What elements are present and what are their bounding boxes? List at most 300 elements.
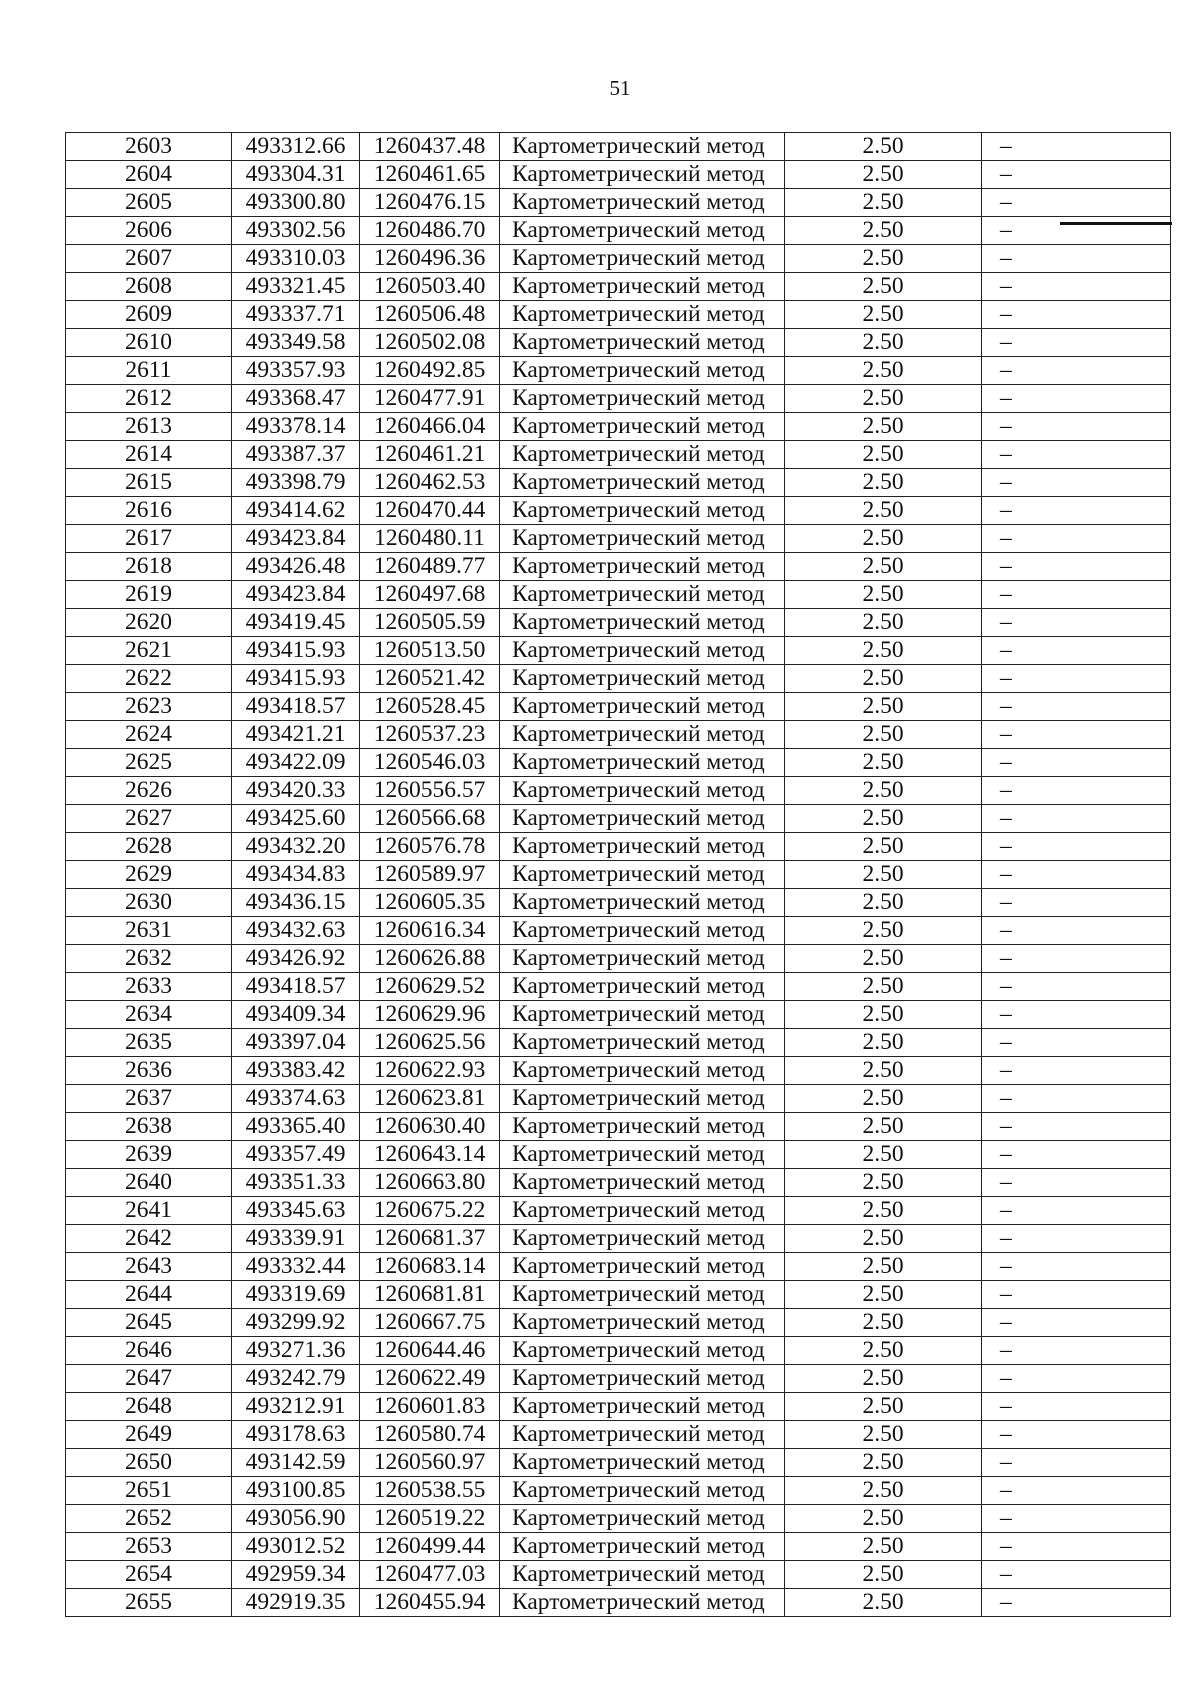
y-coordinate-cell: 1260560.97 <box>360 1449 500 1477</box>
y-coordinate-cell: 1260683.14 <box>360 1253 500 1281</box>
x-coordinate-cell: 493339.91 <box>232 1225 360 1253</box>
y-coordinate-cell: 1260496.36 <box>360 245 500 273</box>
note-cell: – <box>982 1365 1171 1393</box>
note-cell: – <box>982 1057 1171 1085</box>
method-cell: Картометрический метод <box>500 1309 785 1337</box>
table-row <box>66 1505 1171 1533</box>
table-row <box>66 581 1171 609</box>
y-coordinate-cell: 1260566.68 <box>360 805 500 833</box>
accuracy-cell: 2.50 <box>785 189 982 217</box>
x-coordinate-cell: 493423.84 <box>232 525 360 553</box>
point-number-cell: 2650 <box>66 1449 232 1477</box>
method-cell: Картометрический метод <box>500 189 785 217</box>
x-coordinate-cell: 493349.58 <box>232 329 360 357</box>
table-row <box>66 889 1171 917</box>
y-coordinate-cell: 1260630.40 <box>360 1113 500 1141</box>
accuracy-cell: 2.50 <box>785 1141 982 1169</box>
table-row <box>66 441 1171 469</box>
point-number-cell: 2631 <box>66 917 232 945</box>
point-number-cell: 2614 <box>66 441 232 469</box>
accuracy-cell: 2.50 <box>785 329 982 357</box>
note-cell: – <box>982 1281 1171 1309</box>
point-number-cell: 2611 <box>66 357 232 385</box>
x-coordinate-cell: 493383.42 <box>232 1057 360 1085</box>
table-row <box>66 1421 1171 1449</box>
point-number-cell: 2605 <box>66 189 232 217</box>
accuracy-cell: 2.50 <box>785 133 982 161</box>
note-cell: – <box>982 749 1171 777</box>
method-cell: Картометрический метод <box>500 329 785 357</box>
method-cell: Картометрический метод <box>500 1141 785 1169</box>
x-coordinate-cell: 493365.40 <box>232 1113 360 1141</box>
point-number-cell: 2653 <box>66 1533 232 1561</box>
note-cell: – <box>982 917 1171 945</box>
note-cell: – <box>982 1197 1171 1225</box>
point-number-cell: 2604 <box>66 161 232 189</box>
x-coordinate-cell: 493418.57 <box>232 693 360 721</box>
y-coordinate-cell: 1260681.81 <box>360 1281 500 1309</box>
accuracy-cell: 2.50 <box>785 469 982 497</box>
accuracy-cell: 2.50 <box>785 1477 982 1505</box>
accuracy-cell: 2.50 <box>785 805 982 833</box>
point-number-cell: 2628 <box>66 833 232 861</box>
x-coordinate-cell: 493422.09 <box>232 749 360 777</box>
accuracy-cell: 2.50 <box>785 1337 982 1365</box>
point-number-cell: 2654 <box>66 1561 232 1589</box>
x-coordinate-cell: 493178.63 <box>232 1421 360 1449</box>
point-number-cell: 2618 <box>66 553 232 581</box>
note-cell: – <box>982 1253 1171 1281</box>
point-number-cell: 2647 <box>66 1365 232 1393</box>
table-row <box>66 609 1171 637</box>
x-coordinate-cell: 493378.14 <box>232 413 360 441</box>
accuracy-cell: 2.50 <box>785 1561 982 1589</box>
note-cell: – <box>982 1029 1171 1057</box>
table-row <box>66 693 1171 721</box>
y-coordinate-cell: 1260455.94 <box>360 1589 500 1617</box>
method-cell: Картометрический метод <box>500 1225 785 1253</box>
note-cell: – <box>982 1337 1171 1365</box>
y-coordinate-cell: 1260521.42 <box>360 665 500 693</box>
method-cell: Картометрический метод <box>500 1085 785 1113</box>
table-row <box>66 273 1171 301</box>
table-row <box>66 413 1171 441</box>
y-coordinate-cell: 1260499.44 <box>360 1533 500 1561</box>
note-cell: – <box>982 861 1171 889</box>
note-cell: – <box>982 777 1171 805</box>
method-cell: Картометрический метод <box>500 357 785 385</box>
y-coordinate-cell: 1260622.49 <box>360 1365 500 1393</box>
table-row <box>66 1533 1171 1561</box>
point-number-cell: 2613 <box>66 413 232 441</box>
x-coordinate-cell: 493357.93 <box>232 357 360 385</box>
point-number-cell: 2640 <box>66 1169 232 1197</box>
table-row <box>66 1477 1171 1505</box>
note-cell: – <box>982 217 1171 245</box>
accuracy-cell: 2.50 <box>785 973 982 1001</box>
method-cell: Картометрический метод <box>500 777 785 805</box>
table-row <box>66 189 1171 217</box>
y-coordinate-cell: 1260663.80 <box>360 1169 500 1197</box>
x-coordinate-cell: 493212.91 <box>232 1393 360 1421</box>
point-number-cell: 2607 <box>66 245 232 273</box>
accuracy-cell: 2.50 <box>785 609 982 637</box>
x-coordinate-cell: 493357.49 <box>232 1141 360 1169</box>
y-coordinate-cell: 1260477.91 <box>360 385 500 413</box>
note-cell: – <box>982 1309 1171 1337</box>
note-cell: – <box>982 1477 1171 1505</box>
accuracy-cell: 2.50 <box>785 1225 982 1253</box>
note-cell: – <box>982 329 1171 357</box>
y-coordinate-cell: 1260601.83 <box>360 1393 500 1421</box>
y-coordinate-cell: 1260625.56 <box>360 1029 500 1057</box>
y-coordinate-cell: 1260576.78 <box>360 833 500 861</box>
method-cell: Картометрический метод <box>500 385 785 413</box>
method-cell: Картометрический метод <box>500 861 785 889</box>
point-number-cell: 2627 <box>66 805 232 833</box>
point-number-cell: 2645 <box>66 1309 232 1337</box>
note-cell: – <box>982 1141 1171 1169</box>
method-cell: Картометрический метод <box>500 973 785 1001</box>
method-cell: Картометрический метод <box>500 665 785 693</box>
x-coordinate-cell: 493321.45 <box>232 273 360 301</box>
method-cell: Картометрический метод <box>500 413 785 441</box>
method-cell: Картометрический метод <box>500 441 785 469</box>
accuracy-cell: 2.50 <box>785 1029 982 1057</box>
x-coordinate-cell: 493142.59 <box>232 1449 360 1477</box>
y-coordinate-cell: 1260480.11 <box>360 525 500 553</box>
x-coordinate-cell: 493310.03 <box>232 245 360 273</box>
note-cell: – <box>982 189 1171 217</box>
note-cell: – <box>982 357 1171 385</box>
accuracy-cell: 2.50 <box>785 301 982 329</box>
accuracy-cell: 2.50 <box>785 861 982 889</box>
method-cell: Картометрический метод <box>500 133 785 161</box>
accuracy-cell: 2.50 <box>785 1589 982 1617</box>
accuracy-cell: 2.50 <box>785 777 982 805</box>
accuracy-cell: 2.50 <box>785 1393 982 1421</box>
accuracy-cell: 2.50 <box>785 1001 982 1029</box>
method-cell: Картометрический метод <box>500 1393 785 1421</box>
method-cell: Картометрический метод <box>500 1337 785 1365</box>
note-cell: – <box>982 497 1171 525</box>
note-cell: – <box>982 441 1171 469</box>
x-coordinate-cell: 493312.66 <box>232 133 360 161</box>
page-number: 51 <box>609 76 631 100</box>
note-cell: – <box>982 1001 1171 1029</box>
table-row <box>66 1001 1171 1029</box>
method-cell: Картометрический метод <box>500 469 785 497</box>
point-number-cell: 2629 <box>66 861 232 889</box>
table-row <box>66 749 1171 777</box>
table-row <box>66 1281 1171 1309</box>
method-cell: Картометрический метод <box>500 1533 785 1561</box>
point-number-cell: 2619 <box>66 581 232 609</box>
point-number-cell: 2606 <box>66 217 232 245</box>
y-coordinate-cell: 1260644.46 <box>360 1337 500 1365</box>
x-coordinate-cell: 493415.93 <box>232 665 360 693</box>
y-coordinate-cell: 1260626.88 <box>360 945 500 973</box>
x-coordinate-cell: 493418.57 <box>232 973 360 1001</box>
point-number-cell: 2625 <box>66 749 232 777</box>
note-cell: – <box>982 1561 1171 1589</box>
point-number-cell: 2620 <box>66 609 232 637</box>
x-coordinate-cell: 493423.84 <box>232 581 360 609</box>
accuracy-cell: 2.50 <box>785 1085 982 1113</box>
accuracy-cell: 2.50 <box>785 553 982 581</box>
accuracy-cell: 2.50 <box>785 721 982 749</box>
method-cell: Картометрический метод <box>500 161 785 189</box>
accuracy-cell: 2.50 <box>785 1449 982 1477</box>
accuracy-cell: 2.50 <box>785 945 982 973</box>
method-cell: Картометрический метод <box>500 833 785 861</box>
note-cell: – <box>982 1085 1171 1113</box>
y-coordinate-cell: 1260643.14 <box>360 1141 500 1169</box>
table-row <box>66 469 1171 497</box>
note-cell: – <box>982 945 1171 973</box>
accuracy-cell: 2.50 <box>785 385 982 413</box>
note-cell: – <box>982 1421 1171 1449</box>
y-coordinate-cell: 1260537.23 <box>360 721 500 749</box>
y-coordinate-cell: 1260462.53 <box>360 469 500 497</box>
note-cell: – <box>982 1113 1171 1141</box>
note-cell: – <box>982 161 1171 189</box>
y-coordinate-cell: 1260681.37 <box>360 1225 500 1253</box>
note-cell: – <box>982 721 1171 749</box>
point-number-cell: 2646 <box>66 1337 232 1365</box>
table-row <box>66 777 1171 805</box>
x-coordinate-cell: 493387.37 <box>232 441 360 469</box>
accuracy-cell: 2.50 <box>785 161 982 189</box>
y-coordinate-cell: 1260489.77 <box>360 553 500 581</box>
x-coordinate-cell: 493414.62 <box>232 497 360 525</box>
y-coordinate-cell: 1260616.34 <box>360 917 500 945</box>
x-coordinate-cell: 493345.63 <box>232 1197 360 1225</box>
point-number-cell: 2635 <box>66 1029 232 1057</box>
accuracy-cell: 2.50 <box>785 749 982 777</box>
method-cell: Картометрический метод <box>500 1001 785 1029</box>
x-coordinate-cell: 493419.45 <box>232 609 360 637</box>
accuracy-cell: 2.50 <box>785 1197 982 1225</box>
table-row <box>66 1057 1171 1085</box>
accuracy-cell: 2.50 <box>785 1533 982 1561</box>
point-number-cell: 2655 <box>66 1589 232 1617</box>
x-coordinate-cell: 493398.79 <box>232 469 360 497</box>
table-row <box>66 1197 1171 1225</box>
method-cell: Картометрический метод <box>500 525 785 553</box>
table-row <box>66 1169 1171 1197</box>
point-number-cell: 2621 <box>66 637 232 665</box>
note-cell: – <box>982 609 1171 637</box>
x-coordinate-cell: 493271.36 <box>232 1337 360 1365</box>
y-coordinate-cell: 1260546.03 <box>360 749 500 777</box>
table-row <box>66 1029 1171 1057</box>
note-cell: – <box>982 693 1171 721</box>
method-cell: Картометрический метод <box>500 1253 785 1281</box>
x-coordinate-cell: 492919.35 <box>232 1589 360 1617</box>
table-row <box>66 525 1171 553</box>
x-coordinate-cell: 493337.71 <box>232 301 360 329</box>
point-number-cell: 2651 <box>66 1477 232 1505</box>
x-coordinate-cell: 493299.92 <box>232 1309 360 1337</box>
table-row <box>66 637 1171 665</box>
method-cell: Картометрический метод <box>500 1589 785 1617</box>
method-cell: Картометрический метод <box>500 1505 785 1533</box>
method-cell: Картометрический метод <box>500 553 785 581</box>
table-row <box>66 217 1171 245</box>
accuracy-cell: 2.50 <box>785 217 982 245</box>
point-number-cell: 2648 <box>66 1393 232 1421</box>
table-row <box>66 861 1171 889</box>
x-coordinate-cell: 493426.92 <box>232 945 360 973</box>
table-row <box>66 1337 1171 1365</box>
accuracy-cell: 2.50 <box>785 1309 982 1337</box>
accuracy-cell: 2.50 <box>785 1113 982 1141</box>
method-cell: Картометрический метод <box>500 497 785 525</box>
y-coordinate-cell: 1260470.44 <box>360 497 500 525</box>
note-cell: – <box>982 413 1171 441</box>
y-coordinate-cell: 1260629.52 <box>360 973 500 1001</box>
method-cell: Картометрический метод <box>500 693 785 721</box>
method-cell: Картометрический метод <box>500 1561 785 1589</box>
table-row <box>66 161 1171 189</box>
note-cell: – <box>982 665 1171 693</box>
table-row <box>66 553 1171 581</box>
point-number-cell: 2630 <box>66 889 232 917</box>
table-row <box>66 833 1171 861</box>
note-cell: – <box>982 1225 1171 1253</box>
y-coordinate-cell: 1260466.04 <box>360 413 500 441</box>
note-cell: – <box>982 1393 1171 1421</box>
accuracy-cell: 2.50 <box>785 413 982 441</box>
accuracy-cell: 2.50 <box>785 497 982 525</box>
note-cell: – <box>982 553 1171 581</box>
table-row <box>66 973 1171 1001</box>
table-row <box>66 805 1171 833</box>
y-coordinate-cell: 1260437.48 <box>360 133 500 161</box>
method-cell: Картометрический метод <box>500 581 785 609</box>
table-row <box>66 1309 1171 1337</box>
table-row <box>66 945 1171 973</box>
x-coordinate-cell: 493056.90 <box>232 1505 360 1533</box>
x-coordinate-cell: 493426.48 <box>232 553 360 581</box>
note-cell: – <box>982 805 1171 833</box>
table-row <box>66 665 1171 693</box>
y-coordinate-cell: 1260492.85 <box>360 357 500 385</box>
table-row <box>66 1113 1171 1141</box>
point-number-cell: 2637 <box>66 1085 232 1113</box>
x-coordinate-cell: 493302.56 <box>232 217 360 245</box>
point-number-cell: 2612 <box>66 385 232 413</box>
x-coordinate-cell: 493368.47 <box>232 385 360 413</box>
accuracy-cell: 2.50 <box>785 833 982 861</box>
table-row <box>66 1085 1171 1113</box>
y-coordinate-cell: 1260667.75 <box>360 1309 500 1337</box>
x-coordinate-cell: 493415.93 <box>232 637 360 665</box>
point-number-cell: 2603 <box>66 133 232 161</box>
note-cell: – <box>982 1533 1171 1561</box>
point-number-cell: 2644 <box>66 1281 232 1309</box>
table-row <box>66 1449 1171 1477</box>
accuracy-cell: 2.50 <box>785 441 982 469</box>
method-cell: Картометрический метод <box>500 721 785 749</box>
method-cell: Картометрический метод <box>500 1197 785 1225</box>
method-cell: Картометрический метод <box>500 1113 785 1141</box>
method-cell: Картометрический метод <box>500 1169 785 1197</box>
y-coordinate-cell: 1260528.45 <box>360 693 500 721</box>
point-number-cell: 2633 <box>66 973 232 1001</box>
method-cell: Картометрический метод <box>500 1029 785 1057</box>
x-coordinate-cell: 493100.85 <box>232 1477 360 1505</box>
method-cell: Картометрический метод <box>500 245 785 273</box>
method-cell: Картометрический метод <box>500 1421 785 1449</box>
accuracy-cell: 2.50 <box>785 1253 982 1281</box>
point-number-cell: 2641 <box>66 1197 232 1225</box>
accuracy-cell: 2.50 <box>785 889 982 917</box>
x-coordinate-cell: 493421.21 <box>232 721 360 749</box>
accuracy-cell: 2.50 <box>785 245 982 273</box>
method-cell: Картометрический метод <box>500 217 785 245</box>
method-cell: Картометрический метод <box>500 889 785 917</box>
x-coordinate-cell: 493420.33 <box>232 777 360 805</box>
y-coordinate-cell: 1260513.50 <box>360 637 500 665</box>
point-number-cell: 2615 <box>66 469 232 497</box>
accuracy-cell: 2.50 <box>785 1057 982 1085</box>
note-cell: – <box>982 469 1171 497</box>
note-cell: – <box>982 273 1171 301</box>
x-coordinate-cell: 493300.80 <box>232 189 360 217</box>
note-cell: – <box>982 973 1171 1001</box>
table-row <box>66 301 1171 329</box>
accuracy-cell: 2.50 <box>785 917 982 945</box>
accuracy-cell: 2.50 <box>785 1365 982 1393</box>
table-row <box>66 721 1171 749</box>
method-cell: Картометрический метод <box>500 1057 785 1085</box>
accuracy-cell: 2.50 <box>785 1505 982 1533</box>
method-cell: Картометрический метод <box>500 1477 785 1505</box>
point-number-cell: 2610 <box>66 329 232 357</box>
point-number-cell: 2609 <box>66 301 232 329</box>
table-row <box>66 917 1171 945</box>
point-number-cell: 2632 <box>66 945 232 973</box>
x-coordinate-cell: 493351.33 <box>232 1169 360 1197</box>
table-row <box>66 1365 1171 1393</box>
method-cell: Картометрический метод <box>500 749 785 777</box>
point-number-cell: 2624 <box>66 721 232 749</box>
x-coordinate-cell: 493409.34 <box>232 1001 360 1029</box>
x-coordinate-cell: 493436.15 <box>232 889 360 917</box>
y-coordinate-cell: 1260461.65 <box>360 161 500 189</box>
method-cell: Картометрический метод <box>500 609 785 637</box>
x-coordinate-cell: 493434.83 <box>232 861 360 889</box>
point-number-cell: 2636 <box>66 1057 232 1085</box>
y-coordinate-cell: 1260580.74 <box>360 1421 500 1449</box>
accuracy-cell: 2.50 <box>785 1281 982 1309</box>
note-cell: – <box>982 1589 1171 1617</box>
table-row <box>66 1561 1171 1589</box>
note-cell: – <box>982 637 1171 665</box>
table-row <box>66 133 1171 161</box>
table-row <box>66 357 1171 385</box>
y-coordinate-cell: 1260623.81 <box>360 1085 500 1113</box>
coordinates-table <box>65 132 1171 1617</box>
table-row <box>66 497 1171 525</box>
method-cell: Картометрический метод <box>500 1365 785 1393</box>
y-coordinate-cell: 1260629.96 <box>360 1001 500 1029</box>
x-coordinate-cell: 493397.04 <box>232 1029 360 1057</box>
method-cell: Картометрический метод <box>500 917 785 945</box>
method-cell: Картометрический метод <box>500 301 785 329</box>
